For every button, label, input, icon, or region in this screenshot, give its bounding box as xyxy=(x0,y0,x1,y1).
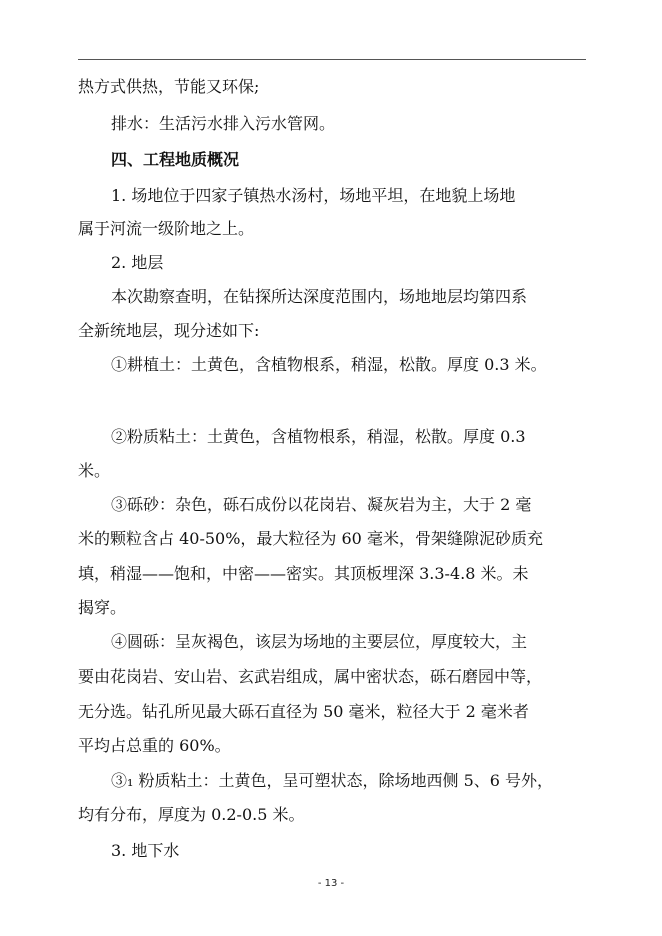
body-line: 属于河流一级阶地之上。 xyxy=(78,219,255,238)
body-line: 平均占总重的 60%。 xyxy=(78,736,231,755)
subsection-heading: 2. 地层 xyxy=(111,253,164,272)
body-line: 无分选。钻孔所见最大砾石直径为 50 毫米，粒径大于 2 毫米者 xyxy=(78,702,529,721)
body-line: ④圆砾：呈灰褐色，该层为场地的主要层位，厚度较大，主 xyxy=(111,632,528,651)
section-heading: 四、工程地质概况 xyxy=(111,150,240,169)
body-line: 要由花岗岩、安山岩、玄武岩组成，属中密状态，砾石磨园中等， xyxy=(78,667,543,686)
body-line: 1. 场地位于四家子镇热水汤村，场地平坦，在地貌上场地 xyxy=(111,186,516,205)
body-line: 米的颗粒含占 40-50%，最大粒径为 60 毫米，骨架缝隙泥砂质充 xyxy=(78,529,543,548)
body-line: 全新统地层，现分述如下: xyxy=(78,321,260,340)
body-line: 米。 xyxy=(78,461,111,480)
body-line: 均有分布，厚度为 0.2-0.5 米。 xyxy=(78,805,305,824)
body-line: 排水：生活污水排入污水管网。 xyxy=(111,114,336,133)
subsection-heading: 3. 地下水 xyxy=(111,841,180,860)
body-line: ①耕植土：土黄色，含植物根系，稍湿，松散。厚度 0.3 米。 xyxy=(111,355,547,374)
body-line: ②粉质粘土：土黄色，含植物根系，稍湿，松散。厚度 0.3 xyxy=(111,427,526,446)
body-line: ③₁ 粉质粘土：土黄色，呈可塑状态，除场地西侧 5、6 号外， xyxy=(111,771,554,790)
page-number: - 13 - xyxy=(317,878,345,889)
body-line: 揭穿。 xyxy=(78,598,127,617)
body-line: ③砾砂：杂色，砾石成份以花岗岩、凝灰岩为主，大于 2 毫 xyxy=(111,495,532,514)
body-line: 热方式供热，节能又环保; xyxy=(78,77,260,96)
body-line: 填，稍湿——饱和，中密——密实。其顶板埋深 3.3-4.8 米。未 xyxy=(78,564,529,583)
body-line: 本次勘察查明，在钻探所达深度范围内，场地地层均第四系 xyxy=(111,287,528,306)
header-rule xyxy=(78,59,586,60)
